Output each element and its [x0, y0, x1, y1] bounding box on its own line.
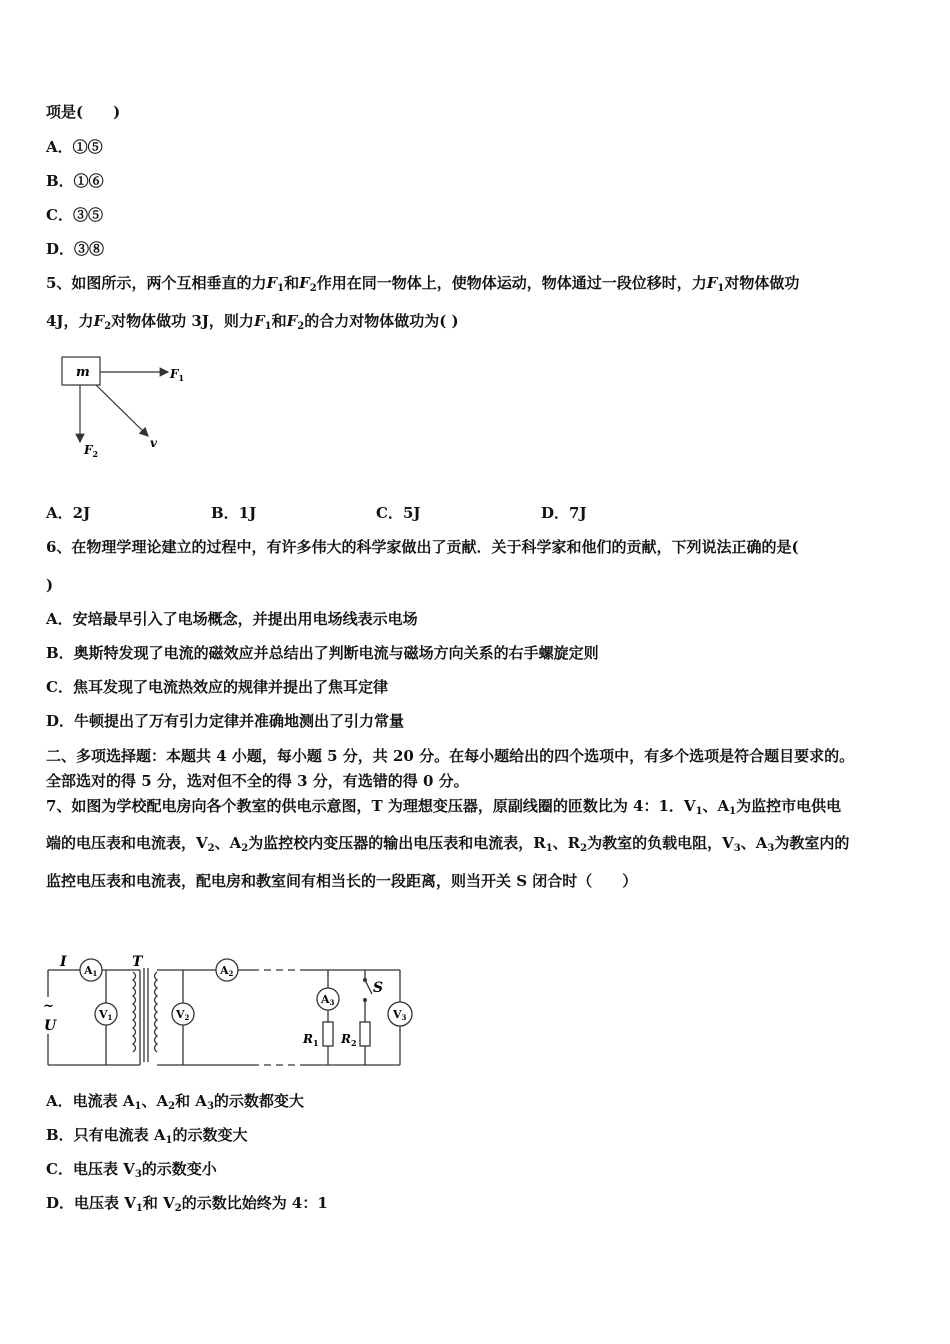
- svg-text:A3: A3: [321, 993, 335, 1007]
- q7-circuit-diagram: [40, 950, 420, 1075]
- resistor-r1-label: $R_1$: [303, 1032, 319, 1048]
- ac-source-symbol: ~: [43, 999, 54, 1014]
- q5-option-b: B．1J: [211, 504, 257, 522]
- q7-stem-line3: 监控电压表和电流表，配电房和教室间有相当长的一段距离，则当开关 S 闭合时（ ）: [46, 872, 638, 890]
- q5-options: [46, 503, 587, 523]
- svg-text:V2: V2: [176, 1008, 190, 1022]
- q7-stem-line1: 7、如图为学校配电房向各个教室的供电示意图，T 为理想变压器，原副线圈的匝数比为 4：1．$V_1$、$A_1$为监控市电供电: [46, 797, 842, 817]
- q5-stem-line1: 5、如图所示，两个互相垂直的力$F_1$和$F_2$作用在同一物体上，使物体运动，物体通过一段位移时，力$F_1$对物体做功: [46, 274, 800, 294]
- q7-option-a: A．电流表 $A_1$、$A_2$和 $A_3$的示数都变大: [46, 1092, 304, 1112]
- ammeter-a3-icon: [317, 988, 339, 1010]
- svg-text:A2: A2: [220, 964, 234, 978]
- mass-label: m: [76, 365, 90, 380]
- q7-stem-line2: 端的电压表和电流表，$V_2$、$A_2$为监控校内变压器的输出电压表和电流表，$R_1$、$R_2$为教室的负载电阻，$V_3$、$A_3$为教室内的: [46, 834, 850, 854]
- velocity-arrow: [96, 385, 148, 436]
- q6-option-a: A．安培最早引入了电场概念，并提出用电场线表示电场: [46, 610, 418, 628]
- q4-option-d: D．③⑧: [46, 240, 105, 258]
- q6-option-d: D．牛顿提出了万有引力定律并准确地测出了引力常量: [46, 712, 405, 730]
- svg-text:V1: V1: [99, 1008, 113, 1022]
- q6-option-b: B．奥斯特发现了电流的磁效应并总结出了判断电流与磁场方向关系的右手螺旋定则: [46, 644, 599, 662]
- q4-option-a: A．①⑤: [46, 138, 103, 156]
- q5-option-d: D．7J: [541, 504, 587, 522]
- voltmeter-v1-icon: [95, 1003, 117, 1025]
- resistor-r2-label: $R_2$: [341, 1032, 357, 1048]
- q7-option-c: C．电压表 $V_3$的示数变小: [46, 1160, 217, 1180]
- svg-text:A1: A1: [84, 964, 98, 978]
- switch-label: S: [373, 980, 384, 996]
- source-voltage-label: U: [44, 1018, 57, 1034]
- f1-label: $F_1$: [170, 367, 185, 383]
- ammeter-a2-icon: [216, 959, 238, 981]
- ammeter-a1-icon: [80, 959, 102, 981]
- voltmeter-v2-icon: [172, 1003, 194, 1025]
- q7-option-d: D．电压表 $V_1$和 $V_2$的示数比始终为 4：1: [46, 1194, 328, 1214]
- q6-stem-line1: 6、在物理学理论建立的过程中，有许多伟大的科学家做出了贡献．关于科学家和他们的贡献，下列说法正确的是(: [46, 538, 799, 556]
- velocity-label: v: [150, 436, 157, 450]
- q7-option-b: B．只有电流表 $A_1$的示数变大: [46, 1126, 248, 1146]
- q5-option-a: A．2J: [46, 504, 91, 522]
- q6-stem-line2: ): [46, 576, 54, 594]
- f2-label: $F_2$: [84, 443, 99, 459]
- section2-intro-line1: 二、多项选择题：本题共 4 小题，每小题 5 分，共 20 分。在每小题给出的四个选项中，有多个选项是符合题目要求的。: [46, 747, 855, 765]
- q5-stem-line2: 4J，力$F_2$对物体做功 3J，则力$F_1$和$F_2$的合力对物体做功为( ): [46, 312, 459, 332]
- current-label: I: [60, 954, 67, 970]
- q5-force-diagram: [50, 350, 200, 460]
- q4-tail: 项是( ): [46, 103, 121, 121]
- q4-option-c: C．③⑤: [46, 206, 103, 224]
- section2-intro-line2: 全部选对的得 5 分，选对但不全的得 3 分，有选错的得 0 分。: [46, 772, 469, 790]
- q6-option-c: C．焦耳发现了电流热效应的规律并提出了焦耳定律: [46, 678, 388, 696]
- q5-option-c: C．5J: [376, 504, 421, 522]
- svg-text:V3: V3: [393, 1008, 407, 1022]
- transformer-label: T: [132, 954, 143, 970]
- q4-option-b: B．①⑥: [46, 172, 104, 190]
- voltmeter-v3-icon: [388, 1002, 412, 1026]
